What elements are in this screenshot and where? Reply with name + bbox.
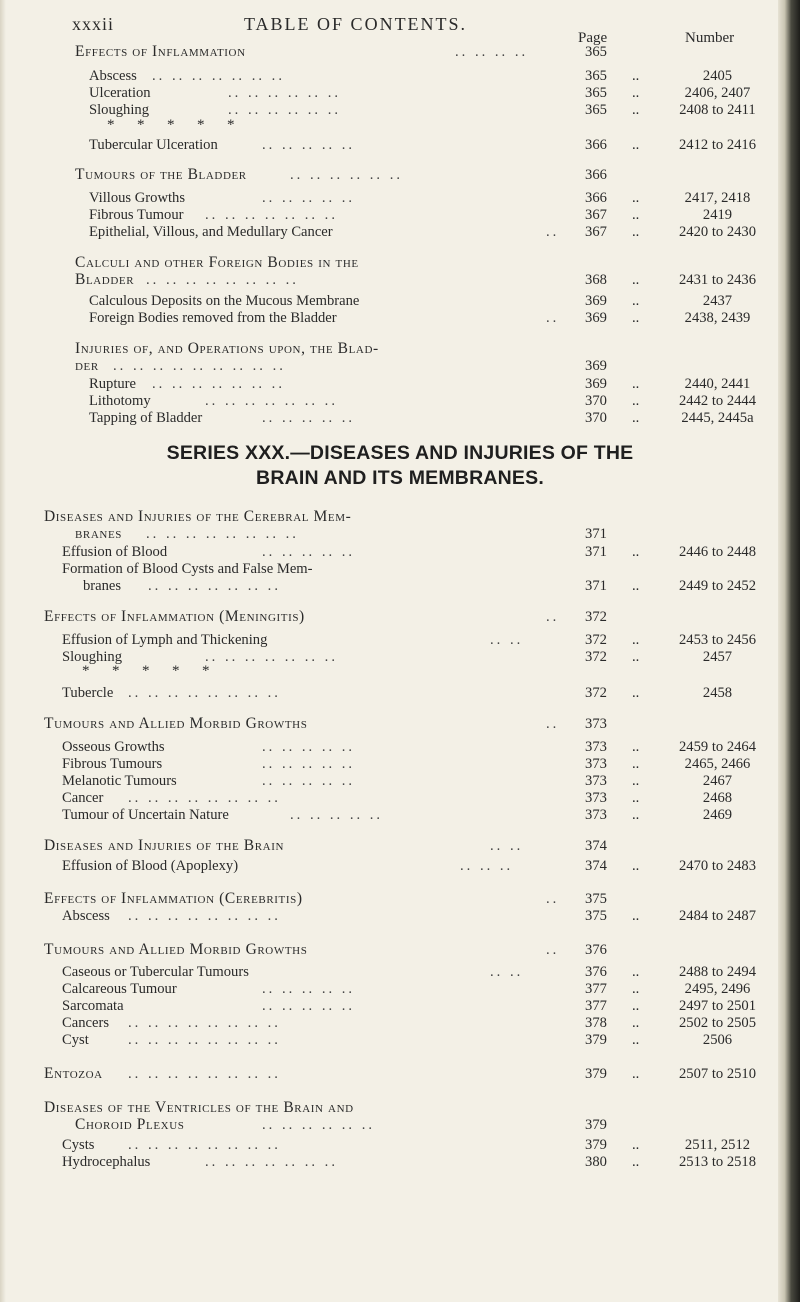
leader-dots: .. .. .. .. .. .. .. [152, 376, 285, 392]
toc-entry [0, 1153, 800, 1171]
series-heading: BRAIN AND ITS MEMBRANES. [256, 467, 544, 489]
specimen-number: 2442 to 2444 [678, 393, 757, 409]
column-head-number: Number [685, 30, 735, 46]
section-title: Diseases of the Ventricles of the Brain and [44, 1099, 354, 1116]
entry-label: Epithelial, Villous, and Medullary Cancer [89, 224, 333, 240]
entry-label: Abscess [89, 68, 137, 84]
toc-entry [0, 1014, 800, 1032]
leader-dots: .. [632, 272, 640, 288]
toc-entry [0, 1136, 800, 1154]
page-ref: 373 [585, 773, 607, 789]
specimen-number: 2420 to 2430 [678, 224, 757, 240]
entry-label: Formation of Blood Cysts and False Mem- [62, 561, 313, 577]
toc-entry [0, 375, 800, 393]
page-ref: 374 [585, 858, 607, 874]
page-ref: 369 [585, 376, 607, 392]
toc-entry [0, 392, 800, 410]
entry-label: Rupture [89, 376, 137, 392]
leader-dots: .. .. .. .. .. .. .. .. [146, 526, 299, 542]
specimen-number: 2458 [702, 685, 733, 701]
specimen-number: 2412 to 2416 [678, 137, 757, 153]
page-ref: 370 [585, 410, 607, 426]
leader-dots: .. .. .. .. .. .. .. .. .. [113, 358, 286, 374]
leader-dots: .. [632, 1137, 640, 1153]
leader-dots: .. [632, 790, 640, 806]
toc-entry-line [0, 560, 800, 578]
toc-entry [0, 857, 800, 875]
leader-dots: .. .. .. .. .. [262, 190, 356, 206]
entry-label: Fibrous Tumour [89, 207, 184, 223]
section-title: Effects of Inflammation (Meningitis) [44, 608, 305, 625]
entry-label: Caseous or Tubercular Tumours [62, 964, 249, 980]
page-ref: 365 [585, 44, 607, 60]
toc-entry [0, 907, 800, 925]
page-ref: 372 [585, 649, 607, 665]
page-title: TABLE OF CONTENTS. [244, 14, 468, 34]
page-ref: 366 [585, 190, 607, 206]
leader-dots: .. [632, 102, 640, 118]
section-title: Calculi and other Foreign Bodies in the [75, 254, 359, 271]
toc-section [0, 525, 800, 543]
leader-dots: .. .. .. .. .. [262, 998, 356, 1014]
page-ref: 376 [585, 964, 607, 980]
specimen-number: 2470 to 2483 [678, 858, 757, 874]
page-ref: 377 [585, 998, 607, 1014]
toc-entry [0, 980, 800, 998]
page-ref: 365 [585, 85, 607, 101]
entry-label: Effusion of Blood (Apoplexy) [62, 858, 239, 874]
specimen-number: 2449 to 2452 [678, 578, 757, 594]
leader-dots: .. [632, 773, 640, 789]
leader-dots: .. [632, 207, 640, 223]
entry-label: Ulceration [89, 85, 151, 101]
entry-label: Hydrocephalus [62, 1154, 151, 1170]
leader-dots: .. [632, 137, 640, 153]
toc-entry [0, 409, 800, 427]
specimen-number: 2431 to 2436 [678, 272, 757, 288]
page-ref: 378 [585, 1015, 607, 1031]
leader-dots: .. [632, 964, 640, 980]
toc-entry [0, 738, 800, 756]
leader-dots: .. .. .. .. .. [262, 544, 356, 560]
toc-section [0, 941, 800, 959]
page-ref: 375 [585, 908, 607, 924]
section-title: branes [75, 525, 122, 542]
section-title: Tumours of the Bladder [75, 166, 247, 183]
leader-dots: .. [632, 998, 640, 1014]
toc-section-title-line [0, 508, 800, 526]
leader-dots: .. [632, 1066, 640, 1082]
leader-dots: .. [546, 224, 560, 240]
page-ref: 372 [585, 609, 607, 625]
page-ref: 376 [585, 942, 607, 958]
page-ref: 370 [585, 393, 607, 409]
leader-dots: .. .. .. .. .. [262, 739, 356, 755]
page-ref: 379 [585, 1117, 607, 1133]
leader-dots: .. .. [490, 632, 524, 648]
leader-dots: .. .. .. .. .. .. .. .. [128, 1032, 281, 1048]
toc-entry [0, 189, 800, 207]
page-ref: 365 [585, 102, 607, 118]
toc-entry [0, 772, 800, 790]
entry-label: Sarcomata [62, 998, 124, 1014]
specimen-number: 2438, 2439 [684, 310, 751, 326]
leader-dots: .. [632, 310, 640, 326]
specimen-number: 2469 [702, 807, 733, 823]
leader-dots: .. [632, 85, 640, 101]
specimen-number: 2511, 2512 [684, 1137, 751, 1153]
entry-label: Villous Growths [89, 190, 186, 206]
toc-section [0, 43, 800, 61]
specimen-number: 2457 [702, 649, 733, 665]
page-ref: 379 [585, 1032, 607, 1048]
column-head-page: Page [578, 30, 608, 46]
specimen-number: 2506 [702, 1032, 733, 1048]
toc-entry [0, 309, 800, 327]
section-title: Bladder [75, 271, 135, 288]
leader-dots: .. [632, 908, 640, 924]
page-ref: 366 [585, 137, 607, 153]
leader-dots: .. [546, 716, 560, 732]
leader-dots: .. [632, 756, 640, 772]
leader-dots: .. [546, 310, 560, 326]
page-ref: 371 [585, 544, 607, 560]
section-title: Tumours and Allied Morbid Growths [44, 941, 308, 958]
toc-entry [0, 631, 800, 649]
toc-section [0, 1065, 800, 1083]
leader-dots: .. .. .. .. .. [262, 756, 356, 772]
entry-label: Fibrous Tumours [62, 756, 163, 772]
page-ref: 373 [585, 790, 607, 806]
leader-dots: .. [632, 981, 640, 997]
page-ref: 366 [585, 167, 607, 183]
leader-dots: .. .. .. .. .. .. [228, 85, 342, 101]
toc-section [0, 357, 800, 375]
specimen-number: 2507 to 2510 [678, 1066, 757, 1082]
specimen-number: 2446 to 2448 [678, 544, 757, 560]
toc-section [0, 890, 800, 908]
leader-dots: .. .. .. .. .. .. .. .. [128, 1015, 281, 1031]
toc-section [0, 166, 800, 184]
leader-dots: .. .. .. .. .. .. [290, 167, 404, 183]
leader-dots: .. .. [490, 838, 524, 854]
page-ref: 379 [585, 1137, 607, 1153]
toc-section-title-line [0, 1099, 800, 1117]
entry-label: Effusion of Lymph and Thickening [62, 632, 268, 648]
leader-dots: .. [632, 632, 640, 648]
specimen-number: 2484 to 2487 [678, 908, 757, 924]
leader-dots: .. [632, 293, 640, 309]
page-ref: 373 [585, 716, 607, 732]
series-heading: SERIES XXX.—DISEASES AND INJURIES OF THE [166, 442, 634, 464]
leader-dots: .. .. .. .. .. [262, 137, 356, 153]
section-title: Entozoa [44, 1065, 103, 1082]
entry-label: Tapping of Bladder [89, 410, 203, 426]
leader-dots: .. .. .. .. .. [262, 410, 356, 426]
entry-label: Foreign Bodies removed from the Bladder [89, 310, 337, 326]
leader-dots: .. .. .. .. .. [262, 981, 356, 997]
leader-dots: .. [632, 1015, 640, 1031]
leader-dots: .. [546, 942, 560, 958]
leader-dots: .. [632, 685, 640, 701]
leader-dots: .. [546, 609, 560, 625]
entry-label: Cysts [62, 1137, 95, 1153]
toc-entry [0, 577, 800, 595]
entry-label: Effusion of Blood [62, 544, 168, 560]
toc-entry [0, 755, 800, 773]
leader-dots: .. [632, 1154, 640, 1170]
section-title: Effects of Inflammation (Cerebritis) [44, 890, 303, 907]
leader-dots: .. .. .. .. .. .. .. .. [128, 790, 281, 806]
page-ref: 367 [585, 207, 607, 223]
leader-dots: .. .. .. .. .. .. .. .. [128, 685, 281, 701]
specimen-number: 2445, 2445a [681, 410, 754, 426]
toc-entry [0, 136, 800, 154]
leader-dots: .. [546, 891, 560, 907]
entry-label: Osseous Growths [62, 739, 165, 755]
toc-section [0, 715, 800, 733]
leader-dots: .. .. .. .. [455, 44, 529, 60]
entry-label: branes [83, 578, 122, 594]
toc-entry [0, 806, 800, 824]
leader-dots: .. .. .. .. .. .. .. [205, 649, 338, 665]
toc-section-title-line [0, 340, 800, 358]
page-ref: 365 [585, 68, 607, 84]
leader-dots: .. [632, 807, 640, 823]
entry-label: Sloughing [62, 649, 123, 665]
entry-label: Cancer [62, 790, 104, 806]
leader-dots: .. [632, 1032, 640, 1048]
page-number: xxxii [72, 14, 115, 34]
page-ref: 373 [585, 739, 607, 755]
entry-label: Calcareous Tumour [62, 981, 177, 997]
specimen-number: 2419 [702, 207, 733, 223]
section-title: Injuries of, and Operations upon, the Blad- [75, 340, 379, 357]
toc-entry [0, 292, 800, 310]
specimen-number: 2513 to 2518 [678, 1154, 757, 1170]
page-ref: 373 [585, 807, 607, 823]
leader-dots: .. [632, 544, 640, 560]
leader-dots: .. [632, 649, 640, 665]
toc-section [0, 271, 800, 289]
leader-dots: .. .. .. .. .. .. [262, 1117, 376, 1133]
specimen-number: 2437 [702, 293, 733, 309]
leader-dots: .. .. .. [460, 858, 514, 874]
page-ref: 371 [585, 526, 607, 542]
page-ref: 371 [585, 578, 607, 594]
asterisk-divider: * * * * * [82, 663, 210, 679]
leader-dots: .. .. .. .. .. .. .. [205, 207, 338, 223]
entry-label: Calculous Deposits on the Mucous Membrane [89, 293, 360, 309]
leader-dots: .. [632, 739, 640, 755]
page-ref: 375 [585, 891, 607, 907]
leader-dots: .. .. .. .. .. .. .. [205, 393, 338, 409]
page-ref: 369 [585, 310, 607, 326]
toc-entry [0, 84, 800, 102]
page-ref: 367 [585, 224, 607, 240]
page-ref: 374 [585, 838, 607, 854]
toc-entry [0, 1031, 800, 1049]
toc-section-title-line [0, 254, 800, 272]
entry-label: Tumour of Uncertain Nature [62, 807, 229, 823]
leader-dots: .. .. .. .. .. [262, 773, 356, 789]
specimen-number: 2497 to 2501 [678, 998, 757, 1014]
leader-dots: .. .. .. .. .. .. .. .. [146, 272, 299, 288]
leader-dots: .. .. .. .. .. .. .. .. [128, 1137, 281, 1153]
toc-section [0, 608, 800, 626]
leader-dots: .. [632, 393, 640, 409]
leader-dots: .. [632, 376, 640, 392]
leader-dots: .. [632, 68, 640, 84]
toc-section [0, 837, 800, 855]
leader-dots: .. .. .. .. .. [290, 807, 384, 823]
specimen-number: 2488 to 2494 [678, 964, 757, 980]
specimen-number: 2405 [702, 68, 733, 84]
specimen-number: 2495, 2496 [684, 981, 751, 997]
entry-label: Abscess [62, 908, 110, 924]
entry-label: Melanotic Tumours [62, 773, 177, 789]
specimen-number: 2408 to 2411 [679, 102, 756, 118]
leader-dots: .. .. .. .. .. .. .. .. [128, 1066, 281, 1082]
specimen-number: 2453 to 2456 [678, 632, 757, 648]
specimen-number: 2467 [702, 773, 733, 789]
section-title: Tumours and Allied Morbid Growths [44, 715, 308, 732]
entry-label: Cancers [62, 1015, 110, 1031]
entry-label: Cyst [62, 1032, 89, 1048]
asterisk-divider: * * * * * [107, 117, 235, 133]
leader-dots: .. [632, 858, 640, 874]
section-title: der [75, 357, 99, 374]
toc-entry [0, 963, 800, 981]
leader-dots: .. .. .. .. .. .. .. [205, 1154, 338, 1170]
page-ref: 373 [585, 756, 607, 772]
leader-dots: .. [632, 190, 640, 206]
page-ref: 377 [585, 981, 607, 997]
leader-dots: .. [632, 224, 640, 240]
specimen-number: 2502 to 2505 [678, 1015, 757, 1031]
leader-dots: .. .. [490, 964, 524, 980]
toc-entry [0, 684, 800, 702]
specimen-number: 2468 [702, 790, 733, 806]
page-ref: 369 [585, 358, 607, 374]
specimen-number: 2417, 2418 [684, 190, 751, 206]
entry-label: Sloughing [89, 102, 150, 118]
specimen-number: 2459 to 2464 [678, 739, 757, 755]
leader-dots: .. .. .. .. .. .. [228, 102, 342, 118]
section-title: Diseases and Injuries of the Cerebral Mem- [44, 508, 352, 525]
page-ref: 372 [585, 685, 607, 701]
page-ref: 379 [585, 1066, 607, 1082]
page-ref: 368 [585, 272, 607, 288]
leader-dots: .. .. .. .. .. .. .. .. [128, 908, 281, 924]
toc-section [0, 1116, 800, 1134]
leader-dots: .. .. .. .. .. .. .. [152, 68, 285, 84]
specimen-number: 2440, 2441 [684, 376, 751, 392]
page-ref: 369 [585, 293, 607, 309]
leader-dots: .. [632, 578, 640, 594]
specimen-number: 2465, 2466 [684, 756, 751, 772]
leader-dots: .. [632, 410, 640, 426]
leader-dots: .. .. .. .. .. .. .. [148, 578, 281, 594]
entry-label: Lithotomy [89, 393, 151, 409]
page-ref: 372 [585, 632, 607, 648]
toc-entry [0, 206, 800, 224]
page-ref: 380 [585, 1154, 607, 1170]
specimen-number: 2406, 2407 [684, 85, 751, 101]
section-title: Choroid Plexus [75, 1116, 185, 1133]
entry-label: Tubercle [62, 685, 114, 701]
toc-entry [0, 789, 800, 807]
toc-entry [0, 543, 800, 561]
entry-label: Tubercular Ulceration [89, 137, 218, 153]
toc-entry [0, 67, 800, 85]
section-title: Diseases and Injuries of the Brain [44, 837, 285, 854]
toc-entry [0, 997, 800, 1015]
section-title: Effects of Inflammation [75, 43, 246, 60]
toc-entry [0, 223, 800, 241]
